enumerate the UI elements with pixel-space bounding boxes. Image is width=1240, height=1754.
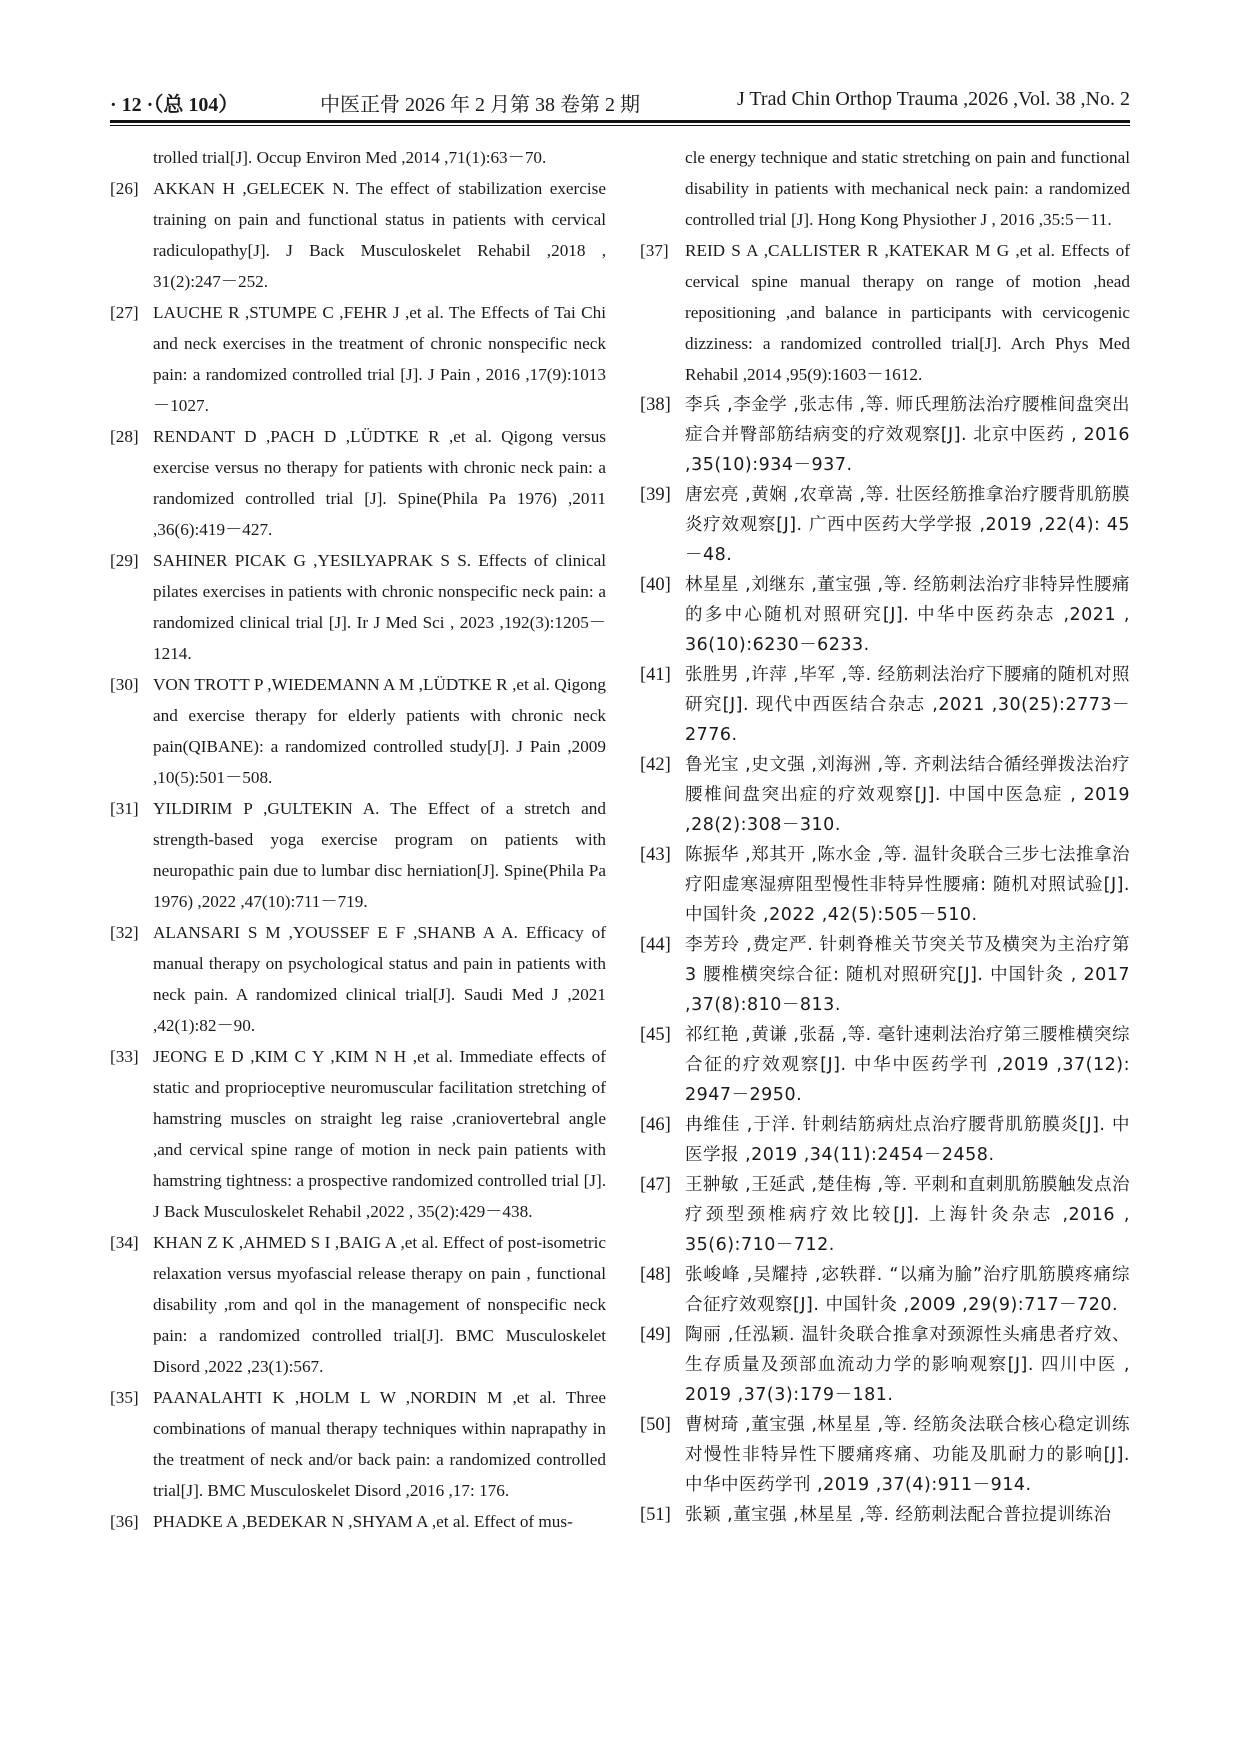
- reference-number: [40]: [640, 575, 671, 595]
- reference-text: 王翀敏 ,王延武 ,楚佳梅 ,等. 平刺和直刺肌筋膜触发点治疗颈型颈椎病疗效比较[J]. 上海针灸杂志 ,2016 , 35(6):710－712.: [685, 1175, 1130, 1255]
- reference-text: 李芳玲 ,费定严. 针刺脊椎关节突关节及横突为主治疗第 3 腰椎横突综合征: 随机对照研究[J]. 中国针灸 , 2017 ,37(8):810－813.: [685, 935, 1130, 1015]
- reference-text: cle energy technique and static stretching on pain and functional disability in patients with mechanical neck pain: a randomized controlled trial [J]. Hong Kong Physiother J , 2016 ,35:5－11.: [685, 148, 1130, 229]
- reference-number: [37]: [640, 241, 669, 260]
- reference-text: 曹树琦 ,董宝强 ,林星星 ,等. 经筋灸法联合核心稳定训练对慢性非特异性下腰痛疼痛、功能及肌耐力的影响[J]. 中华中医药学刊 ,2019 ,37(4):911－914.: [685, 1415, 1130, 1495]
- reference-entry: [640, 1500, 1130, 1530]
- reference-text: 祁红艳 ,黄谦 ,张磊 ,等. 毫针速刺法治疗第三腰椎横突综合征的疗效观察[J]. 中华中医药学刊 ,2019 ,37(12): 2947－2950.: [685, 1025, 1130, 1105]
- reference-number: [27]: [110, 303, 139, 322]
- running-header: [110, 88, 1130, 118]
- reference-text: 林星星 ,刘继东 ,董宝强 ,等. 经筋刺法治疗非特异性腰痛的多中心随机对照研究[J]. 中华中医药杂志 ,2021 , 36(10):6230－6233.: [685, 575, 1130, 655]
- reference-number: [31]: [110, 799, 139, 818]
- reference-number: [51]: [640, 1505, 671, 1525]
- reference-column-left: [110, 142, 606, 1537]
- reference-text: 张颖 ,董宝强 ,林星星 ,等. 经筋刺法配合普拉提训练治: [685, 1505, 1112, 1525]
- reference-entry: [110, 297, 606, 421]
- reference-entry: [640, 480, 1130, 570]
- reference-text: JEONG E D ,KIM C Y ,KIM N H ,et al. Immediate effects of static and proprioceptive neuromuscular facilitation stretching of hamstring muscles on straight leg raise ,craniovertebral angle ,and cervical spine range of motion in neck pain patients with hamstring tightness: a prospective randomized controlled trial [J]. J Back Musculoskelet Rehabil ,2022 , 35(2):429－438.: [153, 1047, 606, 1221]
- reference-text: 冉维佳 ,于洋. 针刺结筋病灶点治疗腰背肌筋膜炎[J]. 中医学报 ,2019 ,34(11):2454－2458.: [685, 1115, 1130, 1165]
- reference-text: YILDIRIM P ,GULTEKIN A. The Effect of a stretch and strength-based yoga exercise program on patients with neuropathic pain due to lumbar disc herniation[J]. Spine(Phila Pa 1976) ,2022 ,47(10):711－719.: [153, 799, 606, 911]
- reference-entry: [640, 1020, 1130, 1110]
- reference-number: [47]: [640, 1175, 671, 1195]
- reference-text: SAHINER PICAK G ,YESILYAPRAK S S. Effects of clinical pilates exercises in patients with chronic nonspecific neck pain: a randomized clinical trial [J]. Ir J Med Sci , 2023 ,192(3):1205－1214.: [153, 551, 606, 663]
- reference-number: [48]: [640, 1265, 671, 1285]
- reference-entry: [640, 930, 1130, 1020]
- reference-number: [36]: [110, 1512, 139, 1531]
- reference-entry: [110, 1506, 606, 1537]
- reference-entry: [640, 142, 1130, 235]
- reference-entry: [640, 570, 1130, 660]
- journal-title-chinese: 中医正骨 2026 年 2 月第 38 卷第 2 期: [320, 94, 640, 116]
- reference-number: [43]: [640, 845, 671, 865]
- reference-entry: [110, 917, 606, 1041]
- reference-number: [39]: [640, 485, 671, 505]
- reference-entry: [640, 390, 1130, 480]
- reference-text: ALANSARI S M ,YOUSSEF E F ,SHANB A A. Efficacy of manual therapy on psychological status and pain in patients with neck pain. A randomized clinical trial[J]. Saudi Med J ,2021 ,42(1):82－90.: [153, 923, 606, 1035]
- reference-entry: [110, 793, 606, 917]
- reference-entry: [640, 235, 1130, 390]
- reference-entry: [640, 1410, 1130, 1500]
- reference-text: 陈振华 ,郑其开 ,陈水金 ,等. 温针灸联合三步七法推拿治疗阳虚寒湿痹阻型慢性非特异性腰痛: 随机对照试验[J]. 中国针灸 ,2022 ,42(5):505－510.: [685, 845, 1130, 925]
- reference-entry: [640, 750, 1130, 840]
- reference-text: 张峻峰 ,吴耀持 ,宓轶群. “以痛为腧”治疗肌筋膜疼痛综合征疗效观察[J]. 中国针灸 ,2009 ,29(9):717－720.: [685, 1265, 1130, 1315]
- reference-number: [28]: [110, 427, 139, 446]
- reference-entry: [640, 1260, 1130, 1320]
- reference-number: [33]: [110, 1047, 139, 1066]
- reference-number: [38]: [640, 395, 671, 415]
- reference-entry: [110, 669, 606, 793]
- reference-text: 李兵 ,李金学 ,张志伟 ,等. 师氏理筋法治疗腰椎间盘突出症合并臀部筋结病变的疗效观察[J]. 北京中医药 , 2016 ,35(10):934－937.: [685, 395, 1130, 475]
- reference-text: RENDANT D ,PACH D ,LÜDTKE R ,et al. Qigong versus exercise versus no therapy for patients with chronic neck pain: a randomized controlled trial [J]. Spine(Phila Pa 1976) ,2011 ,36(6):419－427.: [153, 427, 606, 539]
- reference-entry: [640, 1110, 1130, 1170]
- reference-text: PAANALAHTI K ,HOLM L W ,NORDIN M ,et al. Three combinations of manual therapy techniques within naprapathy in the treatment of neck and/or back pain: a randomized controlled trial[J]. BMC Musculoskelet Disord ,2016 ,17: 176.: [153, 1388, 606, 1500]
- reference-number: [42]: [640, 755, 671, 775]
- reference-text: PHADKE A ,BEDEKAR N ,SHYAM A ,et al. Effect of mus-: [153, 1512, 573, 1531]
- reference-entry: [640, 660, 1130, 750]
- header-rule-thin: [110, 125, 1130, 126]
- header-rule-thick: [110, 120, 1130, 123]
- reference-text: trolled trial[J]. Occup Environ Med ,2014 ,71(1):63－70.: [153, 148, 547, 167]
- reference-number: [50]: [640, 1415, 671, 1435]
- reference-number: [41]: [640, 665, 671, 685]
- reference-text: 唐宏亮 ,黄娴 ,农章嵩 ,等. 壮医经筋推拿治疗腰背肌筋膜炎疗效观察[J]. 广西中医药大学学报 ,2019 ,22(4): 45－48.: [685, 485, 1130, 565]
- reference-entry: [110, 545, 606, 669]
- reference-number: [29]: [110, 551, 139, 570]
- reference-number: [26]: [110, 179, 139, 198]
- reference-entry: [640, 840, 1130, 930]
- reference-text: 张胜男 ,许萍 ,毕军 ,等. 经筋刺法治疗下腰痛的随机对照研究[J]. 现代中西医结合杂志 ,2021 ,30(25):2773－ 2776.: [685, 665, 1130, 745]
- journal-title-english: J Trad Chin Orthop Trauma ,2026 ,Vol. 38 ,No. 2: [736, 88, 1130, 110]
- reference-number: [44]: [640, 935, 671, 955]
- reference-entry: [110, 173, 606, 297]
- reference-entry: [110, 1382, 606, 1506]
- reference-entry: [640, 1320, 1130, 1410]
- reference-number: [49]: [640, 1325, 671, 1345]
- reference-entry: [110, 1041, 606, 1227]
- page-number: · 12 ·（总 104）: [110, 94, 239, 116]
- reference-text: VON TROTT P ,WIEDEMANN A M ,LÜDTKE R ,et al. Qigong and exercise therapy for elderly patients with chronic neck pain(QIBANE): a randomized controlled study[J]. J Pain ,2009 ,10(5):501－508.: [153, 675, 606, 787]
- reference-entry: [110, 1227, 606, 1382]
- reference-number: [30]: [110, 675, 139, 694]
- reference-text: LAUCHE R ,STUMPE C ,FEHR J ,et al. The Effects of Tai Chi and neck exercises in the treatment of chronic nonspecific neck pain: a randomized controlled trial [J]. J Pain , 2016 ,17(9):1013－1027.: [153, 303, 606, 415]
- reference-entry: [640, 1170, 1130, 1260]
- reference-number: [45]: [640, 1025, 671, 1045]
- reference-number: [34]: [110, 1233, 139, 1252]
- reference-entry: [110, 142, 606, 173]
- reference-number: [35]: [110, 1388, 139, 1407]
- reference-entry: [110, 421, 606, 545]
- reference-number: [32]: [110, 923, 139, 942]
- reference-text: KHAN Z K ,AHMED S I ,BAIG A ,et al. Effect of post-isometric relaxation versus myofascial release therapy on pain , functional disability ,rom and qol in the management of nonspecific neck pain: a randomized controlled trial[J]. BMC Musculoskelet Disord ,2022 ,23(1):567.: [153, 1233, 606, 1376]
- reference-text: 鲁光宝 ,史文强 ,刘海洲 ,等. 齐刺法结合循经弹拨法治疗腰椎间盘突出症的疗效观察[J]. 中国中医急症 , 2019 ,28(2):308－310.: [685, 755, 1130, 835]
- reference-number: [46]: [640, 1115, 671, 1135]
- reference-column-right: [640, 142, 1130, 1530]
- reference-text: AKKAN H ,GELECEK N. The effect of stabilization exercise training on pain and functional status in patients with cervical radiculopathy[J]. J Back Musculoskelet Rehabil ,2018 , 31(2):247－252.: [153, 179, 606, 291]
- reference-text: 陶丽 ,任泓颖. 温针灸联合推拿对颈源性头痛患者疗效、生存质量及颈部血流动力学的影响观察[J]. 四川中医 , 2019 ,37(3):179－181.: [685, 1325, 1130, 1405]
- reference-text: REID S A ,CALLISTER R ,KATEKAR M G ,et al. Effects of cervical spine manual therapy on range of motion ,head repositioning ,and balance in participants with cervicogenic dizziness: a randomized controlled trial[J]. Arch Phys Med Rehabil ,2014 ,95(9):1603－1612.: [685, 241, 1130, 384]
